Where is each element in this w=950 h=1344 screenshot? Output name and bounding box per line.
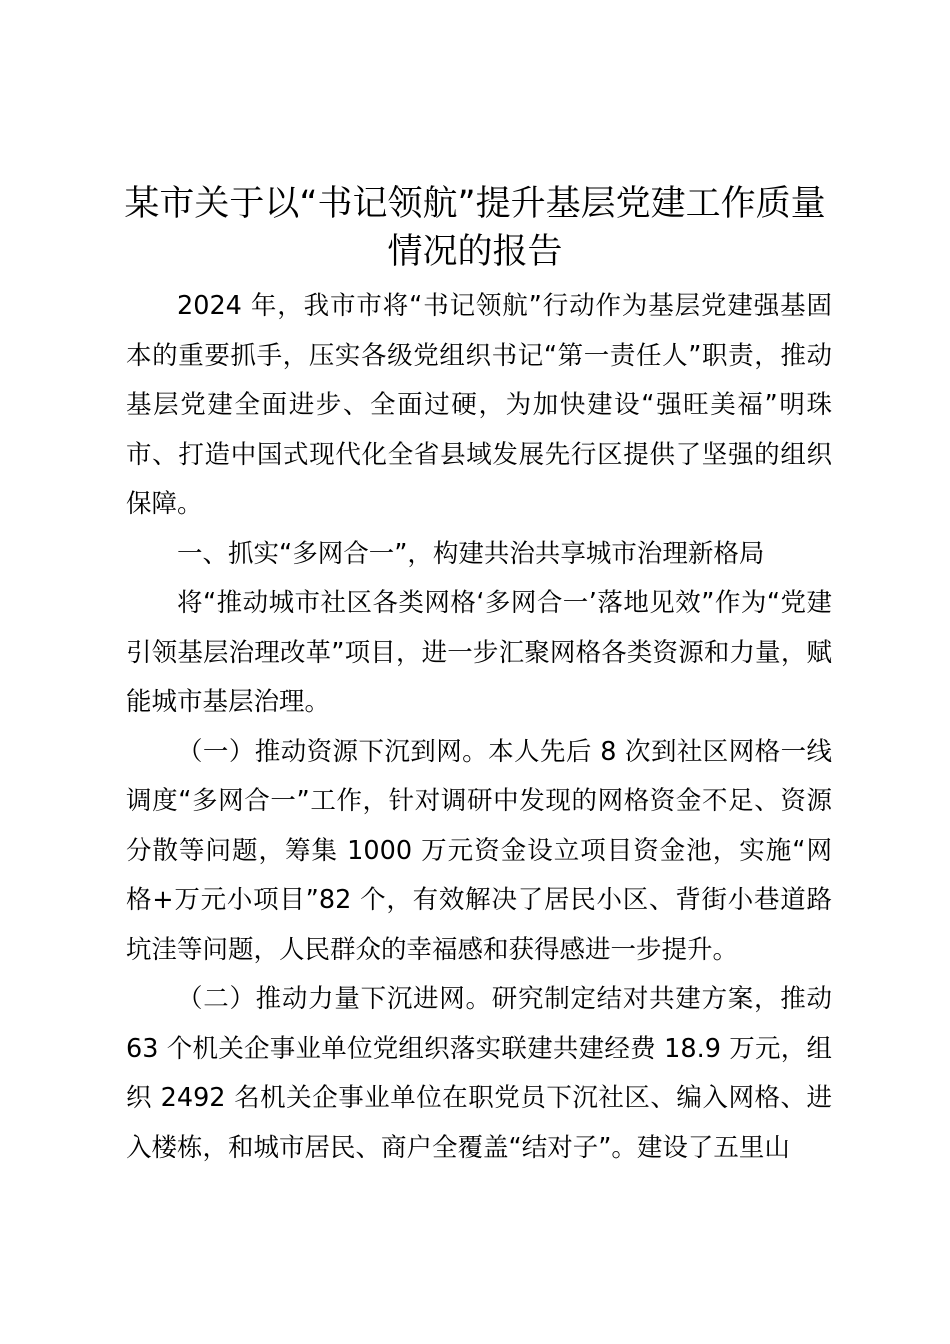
subsection-2-paragraph: （二）推动力量下沉进网。研究制定结对共建方案，推动 63 个机关企事业单位党组织落实联建共建经费 18.9 万元，组织 2492 名机关企事业单位在职党员下沉社区、编入网格、进入楼栋，和城市居民、商户全覆盖“结对子”。建设了五里山 (126, 984, 832, 1163)
document-body (126, 282, 832, 1173)
subsection-1-paragraph: （一）推动资源下沉到网。本人先后 8 次到社区网格一线调度“多网合一”工作，针对调研中发现的网格资金不足、资源分散等问题，筹集 1000 万元资金设立项目资金池，实施“网格+万元小项目”82 个，有效解决了居民小区、背街小巷道路坑洼等问题，人民群众的幸福感和获得感进一步提升。 (126, 736, 832, 965)
intro-paragraph: 2024 年，我市市将“书记领航”行动作为基层党建强基固本的重要抓手，压实各级党组织书记“第一责任人”职责，推动基层党建全面进步、全面过硬，为加快建设“强旺美福”明珠市、打造中国式现代化全省县域发展先行区提供了坚强的组织保障。 (126, 291, 832, 519)
section-heading-1: 一、抓实“多网合一”，构建共治共享城市治理新格局 (177, 538, 765, 569)
document-title: 某市关于以“书记领航”提升基层党建工作质量情况的报告 (124, 184, 826, 272)
section-1-intro-paragraph: 将“推动城市社区各类网格‘多网合一’落地见效”作为“党建引领基层治理改革”项目，进一步汇聚网格各类资源和力量，赋能城市基层治理。 (126, 588, 832, 717)
